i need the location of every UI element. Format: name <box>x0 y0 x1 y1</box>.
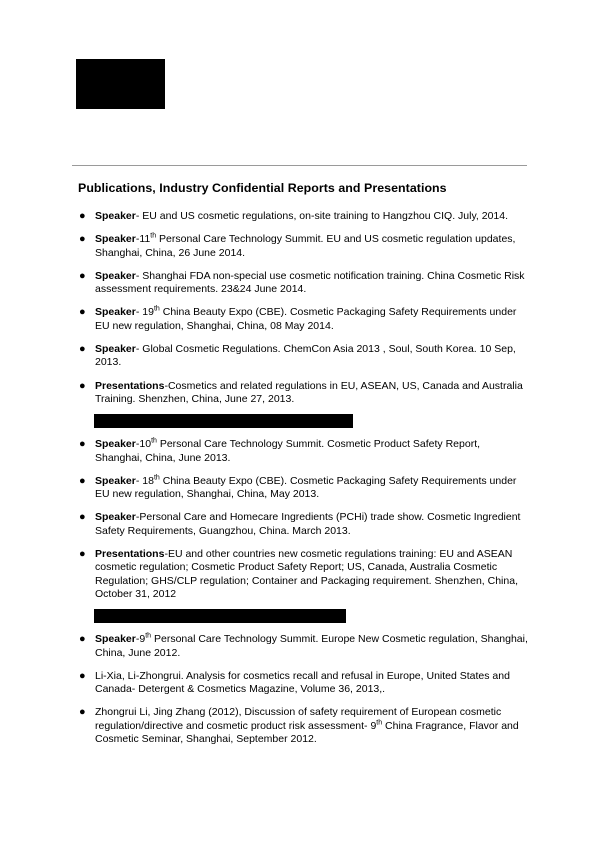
bullet-icon: ● <box>79 379 86 392</box>
bullet-icon: ● <box>79 269 86 282</box>
bullet-icon: ● <box>79 343 86 356</box>
ordinal-suffix: th <box>153 305 160 313</box>
entry-label: Presentations <box>95 548 165 561</box>
entry-label: Speaker <box>95 343 136 356</box>
list-item <box>78 306 528 333</box>
list-item <box>78 706 528 746</box>
entry-text: Zhongrui Li, Jing Zhang (2012), Discussion of safety requirement of European cosmetic regulation/directive and cosmetic product risk assessment- 9 <box>95 706 502 732</box>
bullet-icon: ● <box>79 210 86 222</box>
ordinal-suffix: th <box>376 719 383 727</box>
bullet-icon: ● <box>79 633 86 646</box>
bullet-icon: ● <box>79 438 86 451</box>
bullet-icon: ● <box>79 706 86 719</box>
entry-label: Speaker <box>95 511 136 524</box>
bullet-icon: ● <box>79 669 86 682</box>
bullet-icon: ● <box>79 511 86 524</box>
entry-label: Speaker <box>95 633 136 646</box>
ordinal-suffix: th <box>145 632 152 640</box>
entry-label: Speaker <box>95 269 136 282</box>
bullet-icon: ● <box>79 306 86 319</box>
list-item <box>78 270 528 297</box>
entry-text: - EU and US cosmetic regulations, on-site training to Hangzhou CIQ. July, 2014. <box>135 210 509 222</box>
entry-text: -EU and other countries new cosmetic regulations training: EU and ASEAN cosmetic regulation; Cosmetic Product Safety Report; US, Canada, Australia Cosmetic Regulation; GHS/CLP regulation; Container and Packaging requirement. Shenzhen, China, October 31, 2012 <box>95 548 518 600</box>
list-item <box>78 548 528 601</box>
ordinal-suffix: th <box>153 474 160 482</box>
entry-text: -Cosmetics and related regulations in EU, ASEAN, US, Canada and Australia Training. Shenzhen, China, June 27, 2013. <box>95 379 523 405</box>
entry-text: - 19 <box>135 306 154 319</box>
redacted-logo <box>76 59 165 109</box>
entry-text: Li-Xia, Li-Zhongrui. Analysis for cosmetics recall and refusal in Europe, United States and Canada- Detergent & Cosmetics Magazine, Volume 36, 2013,. <box>95 669 510 696</box>
entry-text-continued: Personal Care Technology Summit. Cosmetic Product Safety Report, Shanghai, China, June 2013. <box>95 438 481 464</box>
list-item <box>78 633 528 660</box>
list-item <box>78 475 528 502</box>
entry-text: -11 <box>135 233 151 246</box>
ordinal-suffix: th <box>151 437 157 445</box>
list-item <box>78 511 528 538</box>
entry-text-continued: China Beauty Expo (CBE). Cosmetic Packaging Safety Requirements under EU new regulation, Shanghai, China, 08 May 2014. <box>95 306 517 332</box>
entry-label: Speaker <box>95 210 136 222</box>
entry-text: - 18 <box>135 474 154 487</box>
entry-text-continued: China Beauty Expo (CBE). Cosmetic Packaging Safety Requirements under EU new regulation, Shanghai, China, May 2013. <box>95 474 517 501</box>
entry-text: - Shanghai FDA non-special use cosmetic notification training. China Cosmetic Risk assessment requirements. 23&24 June 2014. <box>95 269 525 296</box>
publications-list <box>78 210 528 756</box>
entry-text-continued: China Fragrance, Flavor and Cosmetic Seminar, Shanghai, September 2012. <box>95 719 519 746</box>
entry-label: Speaker <box>95 474 136 487</box>
section-heading: Publications, Industry Confidential Reports and Presentations <box>78 181 447 195</box>
entry-label: Speaker <box>95 438 136 451</box>
bullet-icon: ● <box>79 474 86 487</box>
redaction-bar <box>94 414 353 428</box>
redaction-bar <box>94 609 346 623</box>
entry-label: Presentations <box>95 379 165 392</box>
list-item <box>78 210 528 223</box>
list-item <box>78 438 528 465</box>
entry-text: -9 <box>135 633 146 646</box>
header-divider <box>72 165 527 166</box>
entry-text: -Personal Care and Homecare Ingredients (PCHi) trade show. Cosmetic Ingredient Safety Requirements, Guangzhou, China. March 2013. <box>95 511 521 537</box>
entry-label: Speaker <box>95 306 136 319</box>
bullet-icon: ● <box>79 233 86 246</box>
entry-label: Speaker <box>95 233 136 246</box>
entry-text-continued: Personal Care Technology Summit. EU and US cosmetic regulation updates, Shanghai, China, 26 June 2014. <box>95 233 516 259</box>
list-item <box>78 343 528 370</box>
list-item <box>78 233 528 260</box>
entry-text: - Global Cosmetic Regulations. ChemCon Asia 2013 , Soul, South Korea. 10 Sep, 2013. <box>95 343 516 369</box>
list-item <box>78 670 528 697</box>
bullet-icon: ● <box>79 548 86 561</box>
ordinal-suffix: th <box>150 232 157 240</box>
entry-text-continued: Personal Care Technology Summit. Europe New Cosmetic regulation, Shanghai, China, June 2012. <box>95 633 528 659</box>
entry-text: -10 <box>135 438 152 451</box>
list-item <box>78 380 528 407</box>
